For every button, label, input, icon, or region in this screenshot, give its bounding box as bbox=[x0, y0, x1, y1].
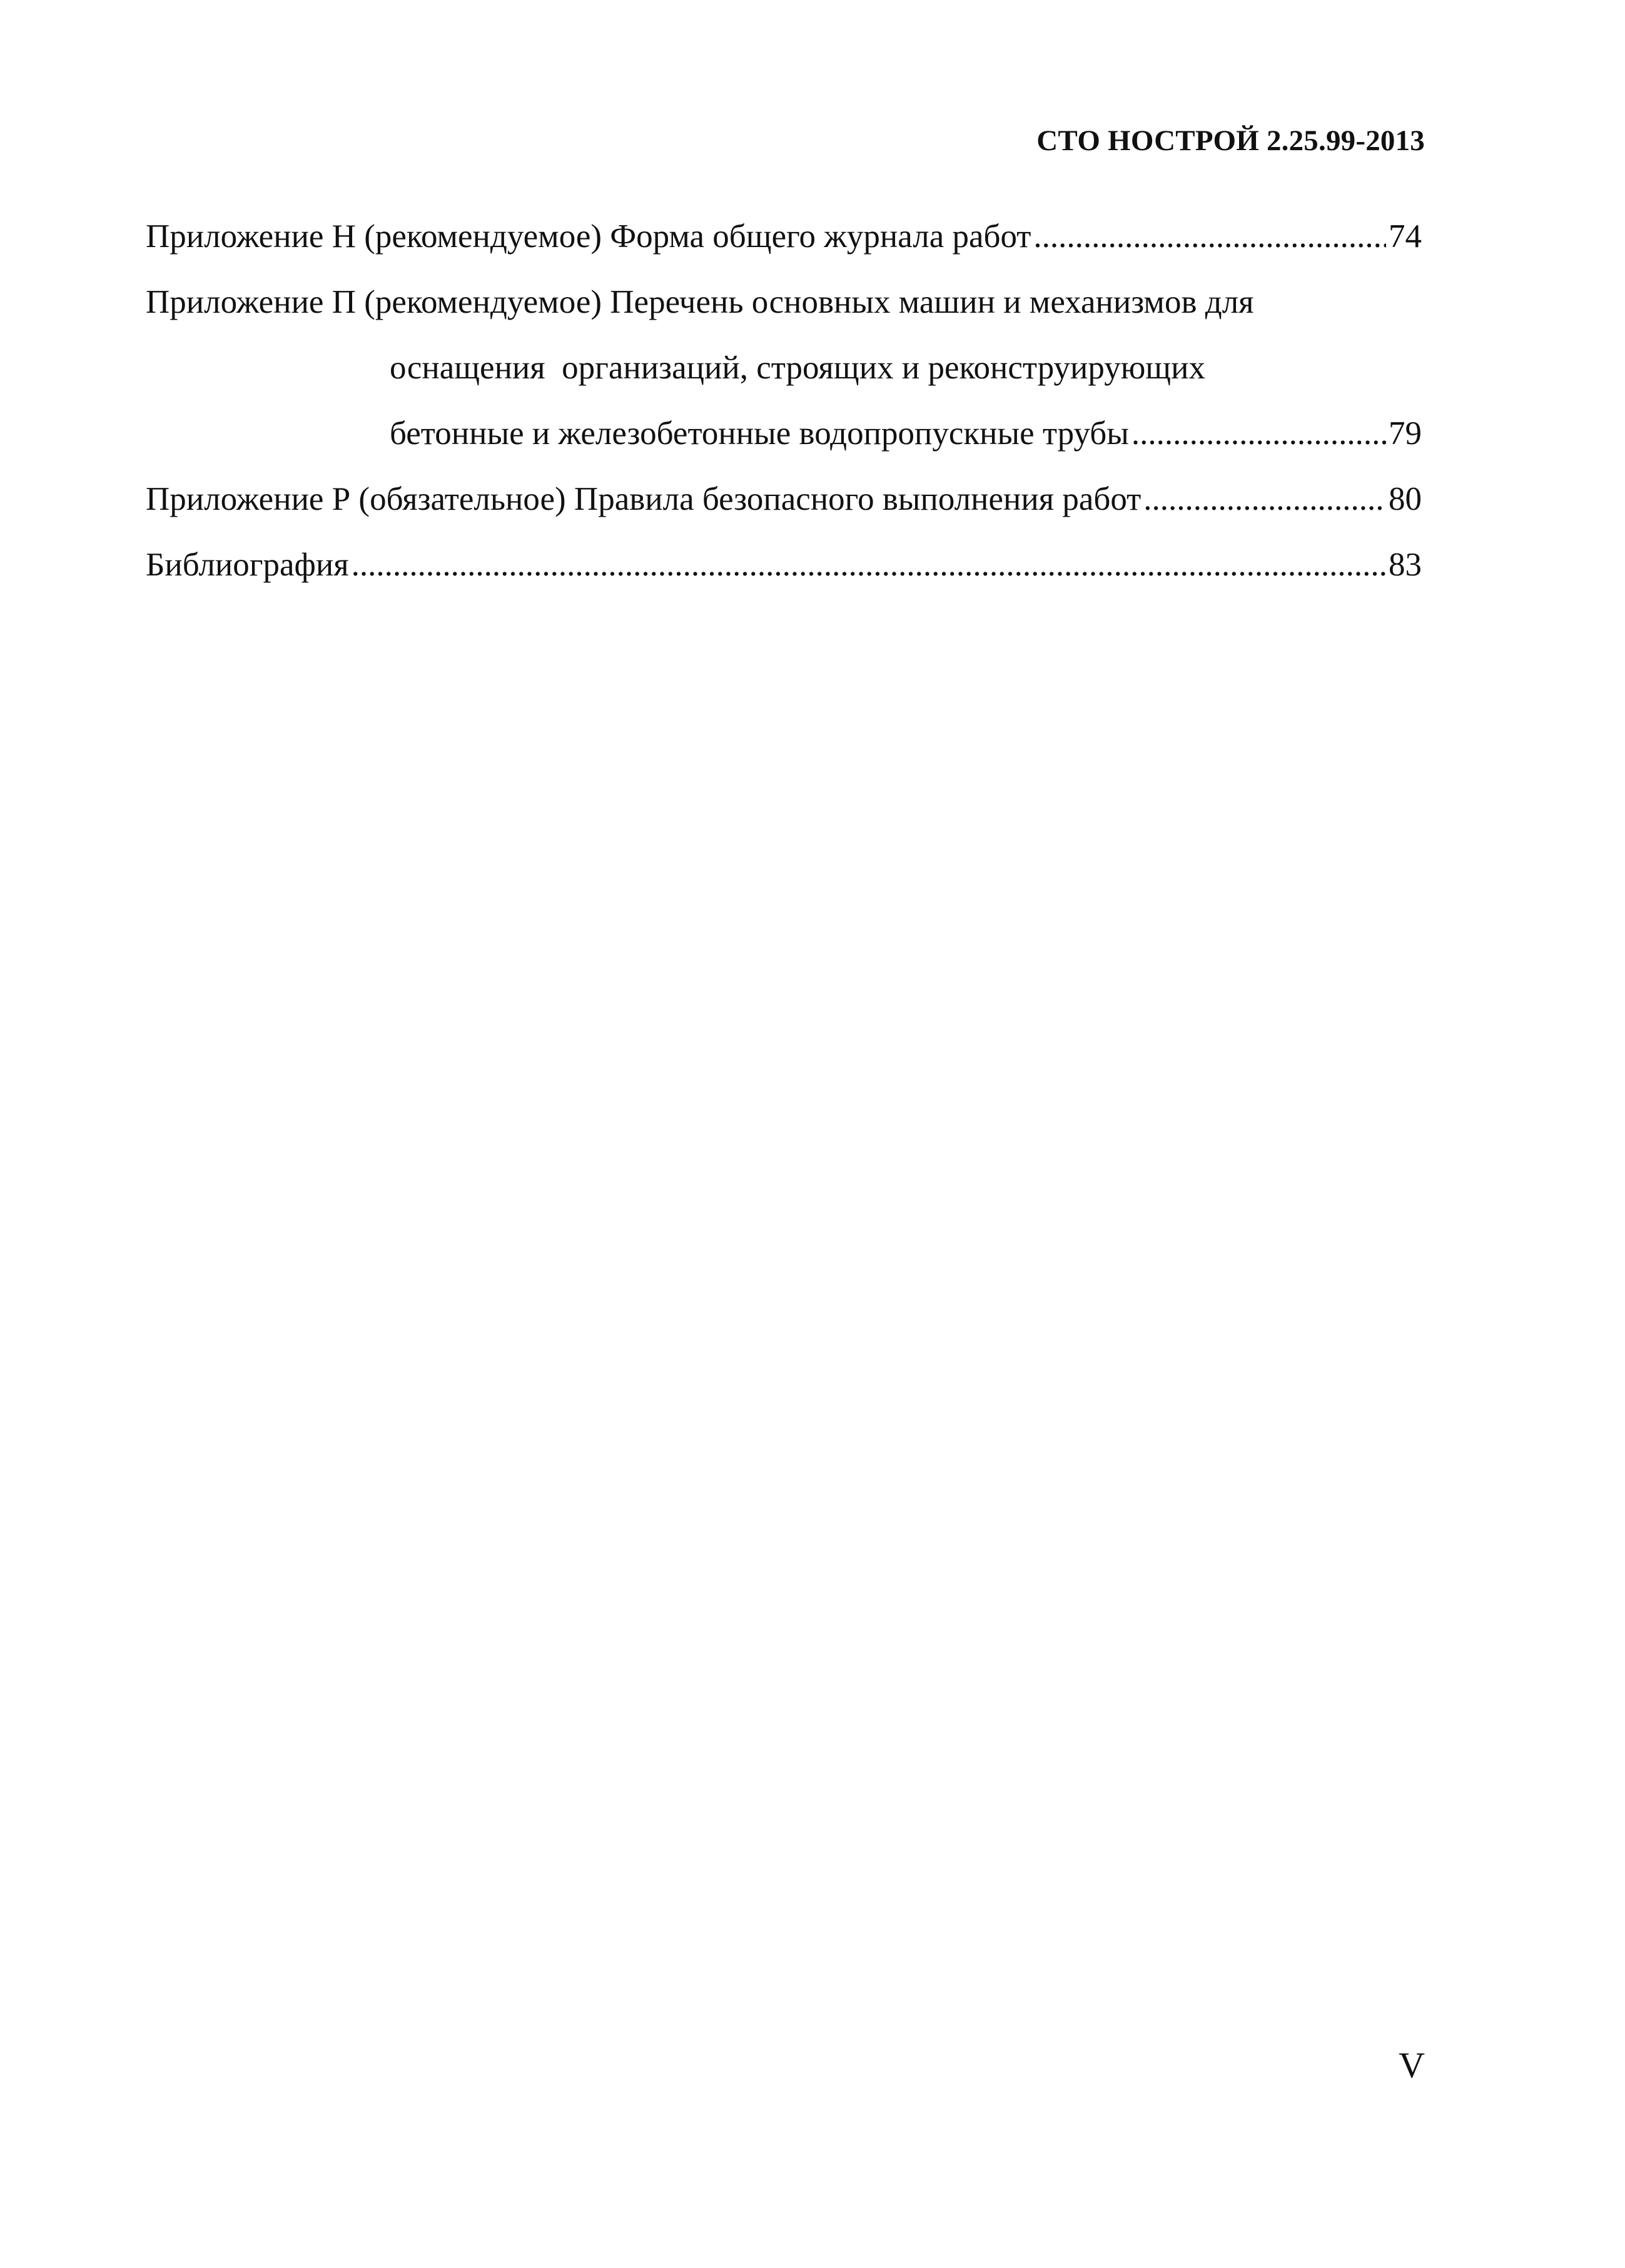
toc-dot-leader bbox=[1033, 204, 1386, 270]
toc-line bbox=[146, 467, 1422, 532]
page-number: V bbox=[1399, 2045, 1425, 2085]
toc-entry-bibliography[interactable] bbox=[146, 532, 1422, 598]
toc-entry-title: Приложение Р (обязательное) Правила безопасного выполнения работ bbox=[146, 481, 1142, 517]
page-header: СТО НОСТРОЙ 2.25.99-2013 bbox=[1036, 124, 1425, 157]
toc-dot-leader bbox=[1131, 401, 1386, 467]
toc-entry-appendix-p[interactable] bbox=[146, 270, 1422, 467]
toc-entry-appendix-r[interactable] bbox=[146, 467, 1422, 532]
toc-page-number: 74 bbox=[1389, 218, 1422, 255]
toc-line bbox=[146, 532, 1422, 598]
toc-line-continuation bbox=[146, 335, 1422, 401]
toc-line-continuation bbox=[146, 401, 1422, 467]
toc-entry-title-continuation: оснащения организаций, строящих и реконструирующих bbox=[390, 350, 1205, 386]
toc-entry-title: Библиография bbox=[146, 547, 349, 583]
toc-dot-leader bbox=[1143, 467, 1386, 532]
table-of-contents bbox=[146, 204, 1422, 598]
toc-entry-title: Приложение П (рекомендуемое) Перечень основных машин и механизмов для bbox=[146, 284, 1254, 320]
toc-line bbox=[146, 270, 1422, 335]
toc-dot-leader bbox=[352, 532, 1386, 598]
toc-page-number: 83 bbox=[1389, 547, 1422, 583]
toc-line bbox=[146, 204, 1422, 270]
toc-entry-title-continuation: бетонные и железобетонные водопропускные трубы bbox=[390, 415, 1129, 452]
toc-entry-appendix-n[interactable] bbox=[146, 204, 1422, 270]
toc-page-number: 79 bbox=[1389, 415, 1422, 452]
toc-page-number: 80 bbox=[1389, 481, 1422, 517]
toc-entry-title: Приложение Н (рекомендуемое) Форма общего журнала работ bbox=[146, 218, 1031, 255]
